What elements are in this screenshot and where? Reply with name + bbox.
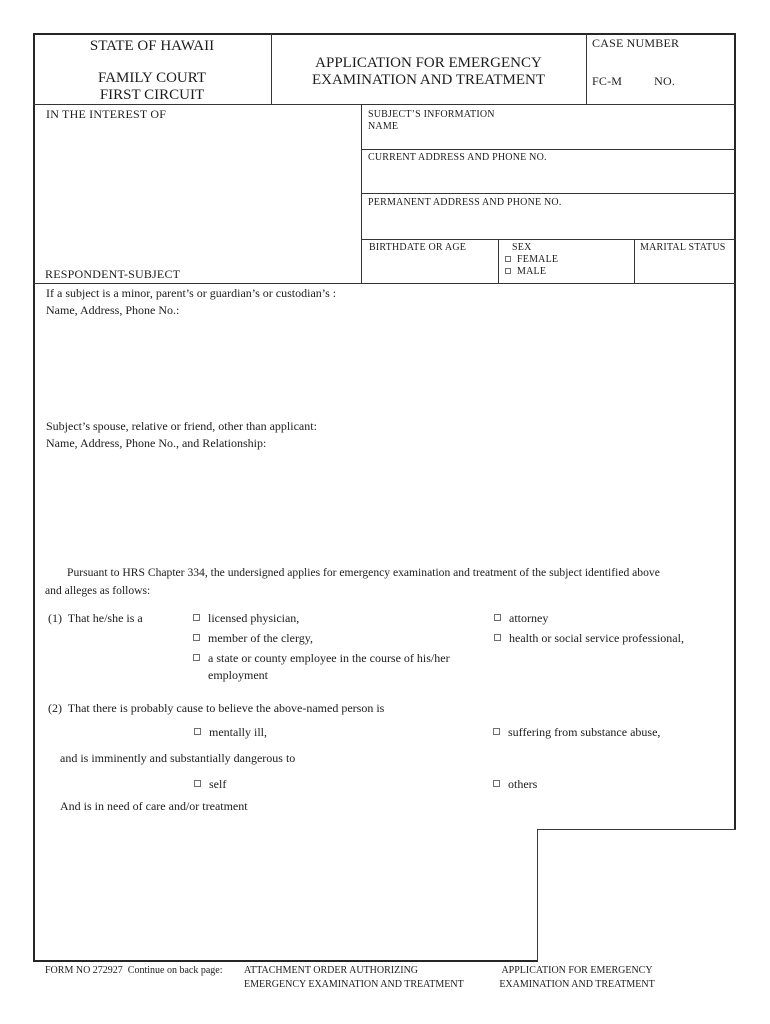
health-social-professional-label: health or social service professional, — [509, 631, 684, 645]
minor-guardian-field[interactable] — [46, 322, 696, 412]
option-mentally-ill — [194, 724, 354, 741]
court-name-line3: FIRST CIRCUIT — [99, 87, 205, 103]
sex-cell — [505, 242, 630, 278]
health-social-professional-checkbox[interactable] — [494, 634, 501, 641]
option-attorney — [494, 610, 729, 627]
mentally-ill-label: mentally ill, — [209, 725, 267, 739]
marital-status-label: MARITAL STATUS — [640, 242, 726, 253]
form-title — [271, 55, 586, 89]
male-checkbox[interactable] — [505, 268, 511, 274]
item1-label: (1) That he/she is a — [48, 611, 143, 625]
case-prefix: FC-M — [592, 74, 623, 88]
substance-abuse-checkbox[interactable] — [493, 728, 500, 735]
signature-box[interactable] — [537, 829, 736, 962]
court-header — [33, 38, 271, 104]
current-address-label: CURRENT ADDRESS AND PHONE NO. — [368, 152, 547, 163]
item2-label: (2) That there is probably cause to believe the above-named person is — [48, 701, 385, 715]
option-licensed-physician — [193, 610, 488, 627]
minor-guardian-line2: Name, Address, Phone No.: — [46, 303, 180, 317]
sex-label: SEX — [512, 242, 532, 253]
spouse-relative-section — [46, 418, 317, 452]
current-address-field[interactable] — [368, 164, 728, 190]
footer-attachment-title — [244, 964, 464, 991]
court-name-line1: STATE OF HAWAII — [89, 38, 215, 54]
divider-header-col2 — [586, 33, 587, 104]
item1-left-options — [193, 610, 488, 687]
divider-name-row — [361, 149, 736, 150]
spouse-relative-line1: Subject’s spouse, relative or friend, other than applicant: — [46, 419, 317, 433]
option-health-social-professional — [494, 630, 729, 647]
state-county-employee-checkbox[interactable] — [193, 654, 200, 661]
divider-subject-bottom — [33, 283, 736, 284]
footer-application-line2: EXAMINATION AND TREATMENT — [499, 978, 655, 990]
divider-sex-marital — [634, 239, 635, 283]
licensed-physician-label: licensed physician, — [208, 611, 300, 625]
form-title-line1: APPLICATION FOR EMERGENCY — [315, 55, 542, 71]
option-self — [194, 776, 294, 793]
footer-attachment-line2: EMERGENCY EXAMINATION AND TREATMENT — [244, 978, 464, 990]
birthdate-label: BIRTHDATE OR AGE — [369, 242, 467, 253]
birthdate-field[interactable] — [369, 254, 494, 279]
minor-guardian-line1: If a subject is a minor, parent’s or guardian’s or custodian’s : — [46, 286, 337, 300]
spouse-relative-line2: Name, Address, Phone No., and Relationship: — [46, 436, 267, 450]
footer-application-title — [491, 964, 663, 991]
sex-option-male — [505, 266, 630, 278]
footer-application-line1: APPLICATION FOR EMERGENCY — [501, 965, 653, 976]
state-county-employee-label: a state or county employee in the course of his/her employment — [208, 651, 450, 682]
footer-attachment-line1: ATTACHMENT ORDER AUTHORIZING — [244, 965, 419, 976]
need-of-care-text: And is in need of care and/or treatment — [60, 799, 248, 813]
male-label: MALE — [517, 266, 547, 277]
self-checkbox[interactable] — [194, 780, 201, 787]
permanent-address-label: PERMANENT ADDRESS AND PHONE NO. — [368, 197, 562, 208]
case-number-label: CASE NUMBER — [592, 36, 680, 50]
option-member-clergy — [193, 630, 488, 647]
option-others — [493, 776, 613, 793]
substance-abuse-label: suffering from substance abuse, — [508, 725, 661, 739]
form-title-line2: EXAMINATION AND TREATMENT — [311, 72, 546, 88]
marital-status-field[interactable] — [640, 254, 730, 279]
pursuant-line2: and alleges as follows: — [45, 583, 151, 597]
divider-permanent-address-row — [361, 239, 736, 240]
respondent-subject-label: RESPONDENT-SUBJECT — [45, 267, 181, 281]
others-label: others — [508, 777, 538, 791]
female-label: FEMALE — [517, 254, 559, 265]
licensed-physician-checkbox[interactable] — [193, 614, 200, 621]
subject-information-label: SUBJECT’S INFORMATION — [368, 109, 495, 120]
case-number-value[interactable] — [592, 74, 675, 89]
divider-current-address-row — [361, 193, 736, 194]
in-the-interest-of-label: IN THE INTEREST OF — [46, 107, 167, 121]
item1-right-options — [494, 610, 729, 650]
others-checkbox[interactable] — [493, 780, 500, 787]
minor-guardian-section — [46, 285, 336, 319]
self-label: self — [209, 777, 227, 791]
option-substance-abuse — [493, 724, 723, 741]
name-field[interactable] — [368, 133, 728, 147]
subject-information-header — [368, 109, 495, 133]
mentally-ill-checkbox[interactable] — [194, 728, 201, 735]
pursuant-paragraph — [45, 564, 660, 599]
dangerous-to-text: and is imminently and substantially dangerous to — [60, 751, 296, 765]
attorney-checkbox[interactable] — [494, 614, 501, 621]
member-clergy-label: member of the clergy, — [208, 631, 313, 645]
sex-option-female — [505, 254, 630, 266]
form-number-text: FORM NO 272927 Continue on back page: — [45, 965, 223, 976]
attorney-label: attorney — [509, 611, 549, 625]
pursuant-line1: Pursuant to HRS Chapter 334, the undersigned applies for emergency examination and treatment of the subject identified above — [67, 566, 660, 579]
court-name-line2: FAMILY COURT — [97, 70, 207, 86]
spouse-relative-field[interactable] — [46, 455, 696, 555]
divider-header-bottom — [33, 104, 736, 105]
option-state-county-employee — [193, 650, 488, 684]
interest-of-field[interactable] — [46, 122, 346, 262]
female-checkbox[interactable] — [505, 256, 511, 262]
member-clergy-checkbox[interactable] — [193, 634, 200, 641]
permanent-address-field[interactable] — [368, 209, 728, 235]
divider-birthdate-sex — [498, 239, 499, 283]
name-label: NAME — [368, 121, 399, 132]
case-no-label: NO. — [654, 74, 676, 88]
